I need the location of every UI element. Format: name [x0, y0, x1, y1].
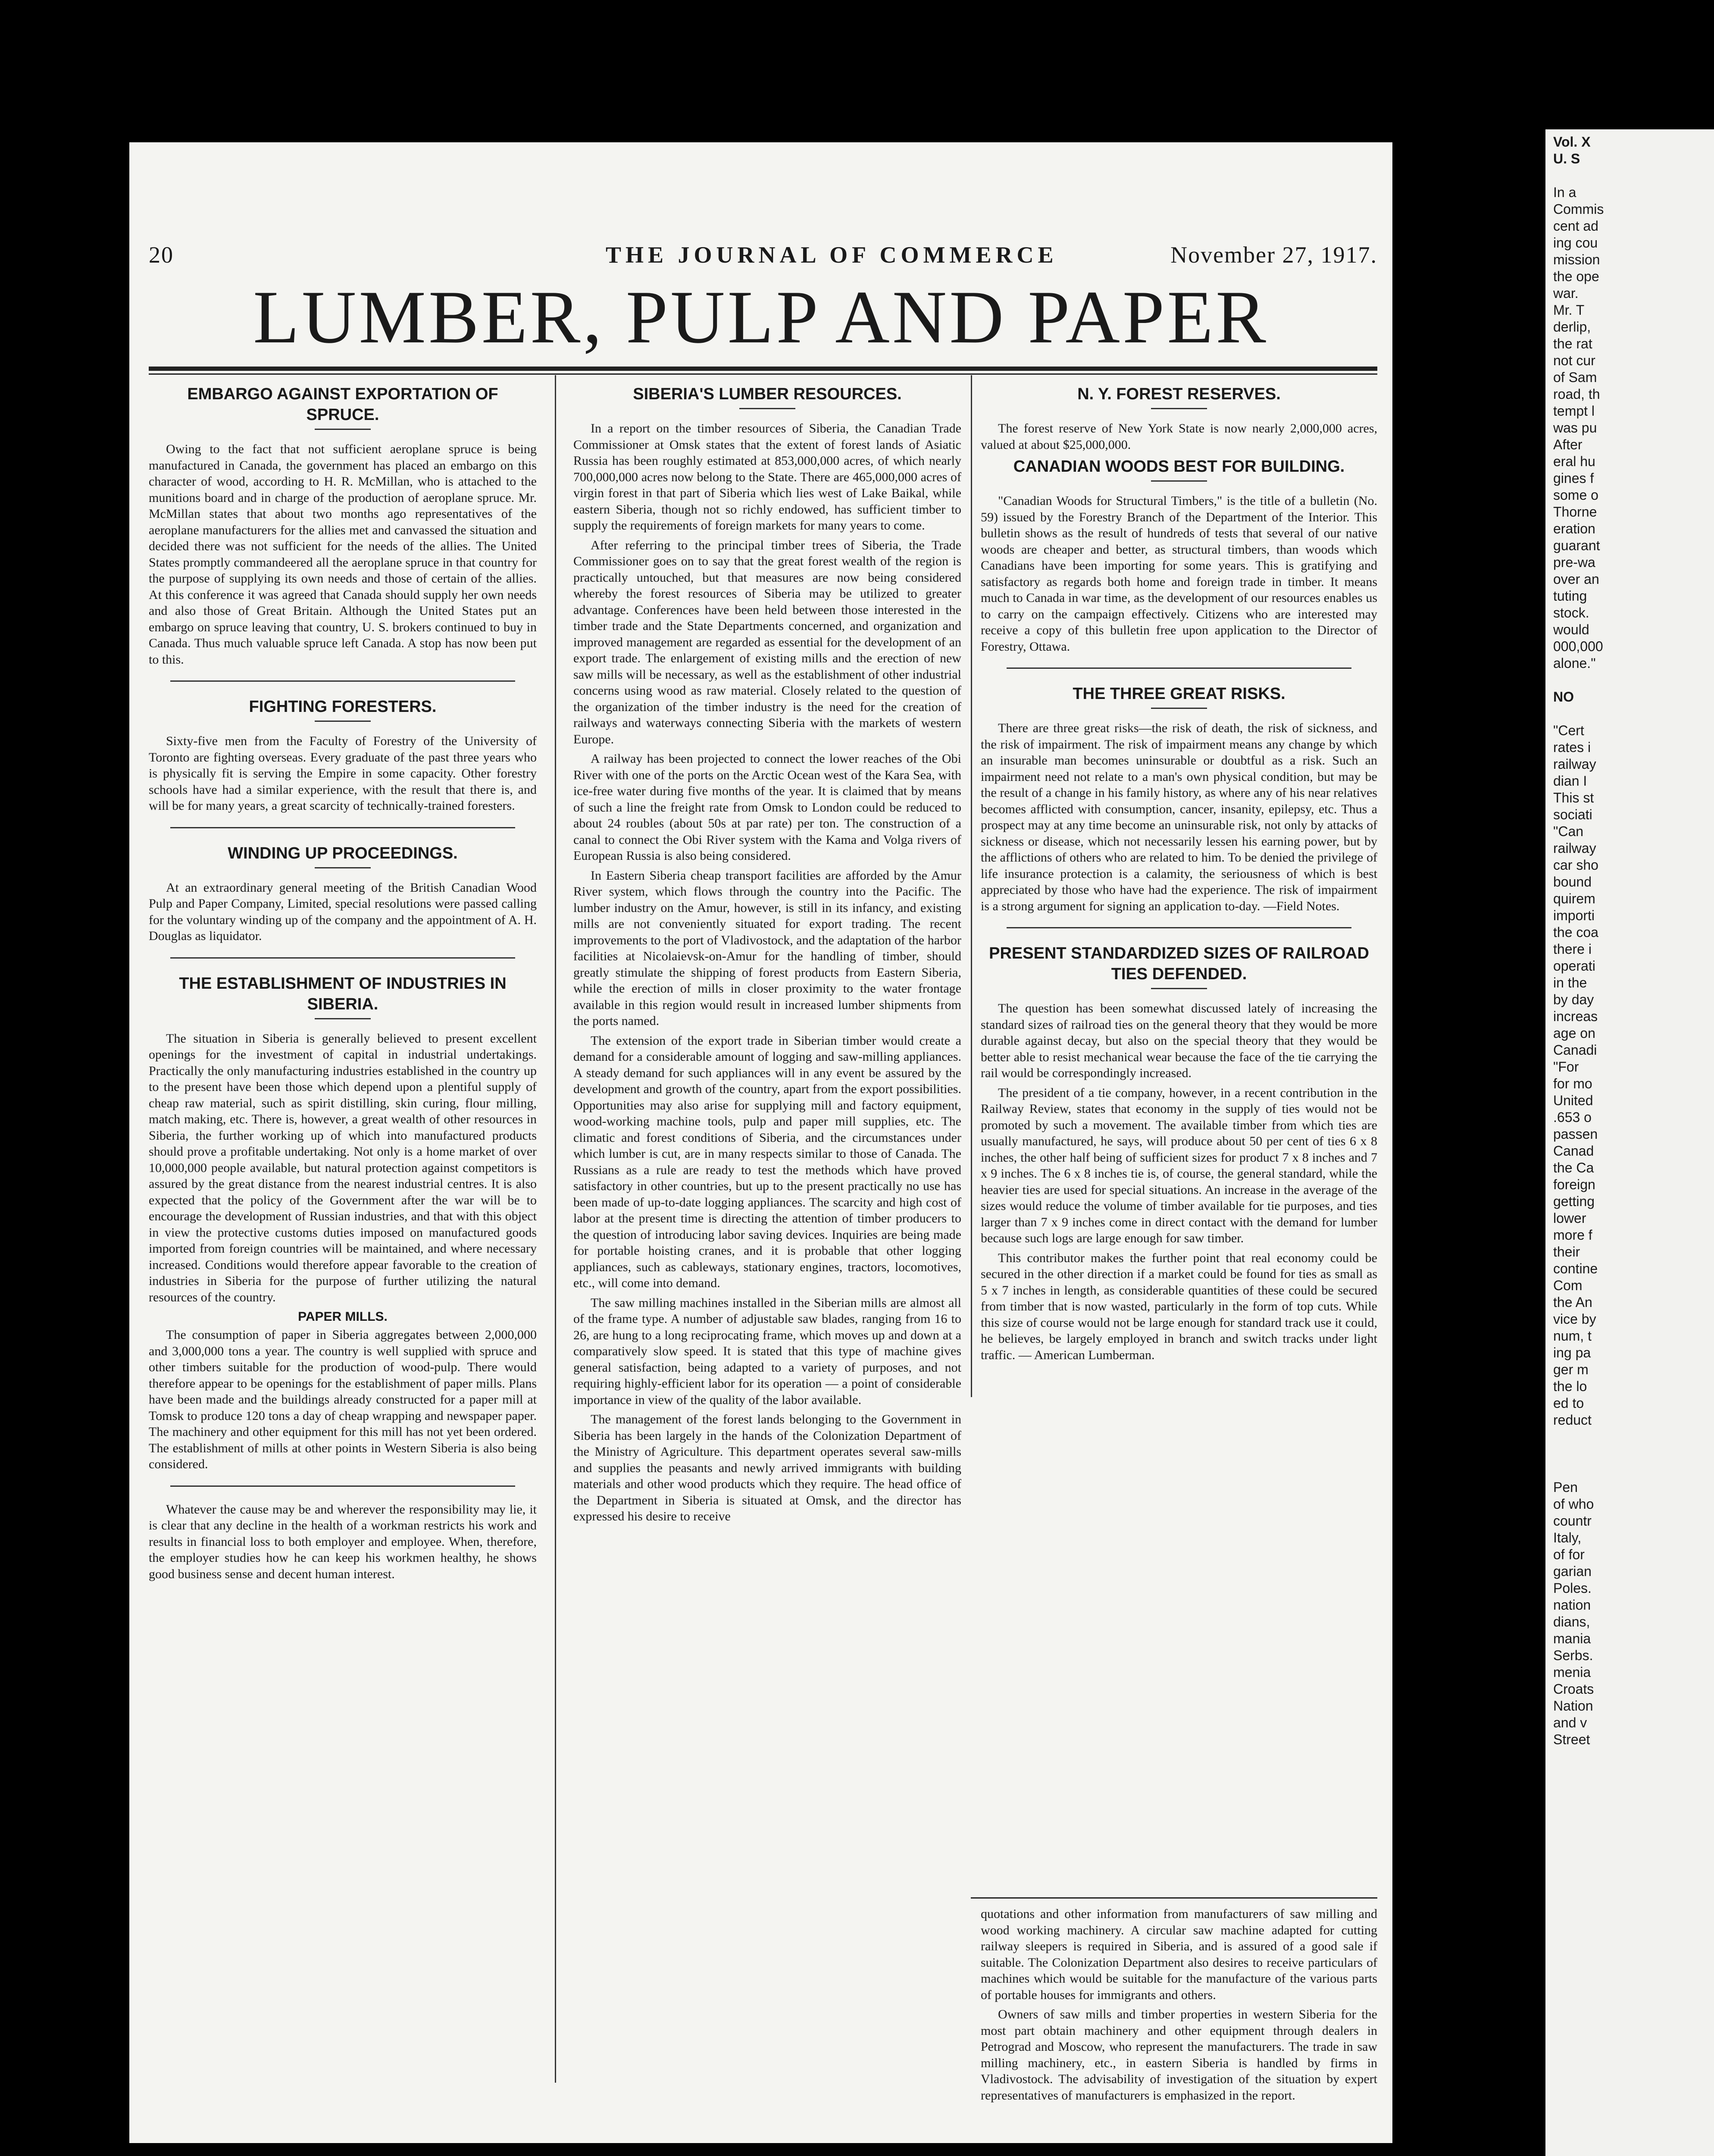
headline-three-risks: THE THREE GREAT RISKS. — [1073, 685, 1286, 703]
subhead-paper-mills: PAPER MILLS. — [298, 1310, 388, 1324]
fragment-line: for mo — [1553, 1076, 1592, 1091]
article-industries-body: The situation in Siberia is generally believed to present excellent openings for the investment of capital in industrial undertakings. Practically the only manufacturing industries established in the country up to the present have been those which depend upon a plentiful supply of cheap raw material, such as spirit distilling, skin curing, flour milling, match making, etc. There is, however, a great wealth of other resources in Siberia, the further working up of which into manufactured products should prove a profitable undertaking. Not only is a home market of over 10,000,000 people available, but natural protection against competitors is assured by the great distance from the nearest industrial centres. It is also expected that the policy of the Government after the war will be to encourage the development of Russian industries, and that with this object in view the protective customs duties imposed on manufactured goods imported from foreign countries will be maintained, and where necessary increased. Conditions would therefore appear favorable to the creation of industries in Siberia for the purpose of further utilizing the natural resources of the country. — [149, 1031, 537, 1304]
fragment-line: stock. — [1553, 605, 1589, 620]
fragment-line: was pu — [1553, 420, 1597, 436]
fragment-line — [1553, 672, 1604, 689]
siberia-lumber-p3: A railway has been projected to connect the lower reaches of the Obi River with one of the ports on the Arctic Ocean west of the Kara Sea, with ice-free water during five months of the year. It is claimed that by means of such a line the freight rate from Omsk to London could be reduced to about 24 roubles (about 50s at par rate) per ton. The construction of a canal to connect the Obi River system with the Kama and Volga rivers of European Russia is also being considered. — [573, 752, 961, 863]
fragment-line: vice by — [1553, 1311, 1596, 1327]
fragment-line: contine — [1553, 1261, 1598, 1276]
fragment-line: Serbs. — [1553, 1648, 1593, 1663]
article-divider — [170, 1485, 515, 1487]
fragment-line: the ope — [1553, 269, 1599, 284]
siberia-lumber-p5: The extension of the export trade in Siberian timber would create a demand for a considerable amount of logging and saw-milling appliances. A steady demand for such appliances will in any event be assured by the development and growth of the country, apart from the export possibilities. Opportunities may also arise for supplying mill and factory equipment, wood-working machine tools, pulp and paper mill supplies, etc. The climatic and forest conditions of Siberia, and the circumstances under which lumber is cut, are in many respects similar to those of Canada. The Russians as a rule are ready to test the methods which have proved satisfactory in other countries, but up to the present practically no use has been made of up-to-date logging appliances. The scarcity and high cost of labor at the present time is directing the attention of timber producers to the question of introducing labor saving devices. Inquiries are being made for portable hoisting cranes, and it is probable that other logging appliances, such as cableways, stationary engines, tractors, locomotives, etc., will come into demand. — [573, 1033, 961, 1290]
fragment-line: foreign — [1553, 1177, 1595, 1192]
fragment-line: more f — [1553, 1227, 1592, 1243]
headline-siberia-lumber: SIBERIA'S LUMBER RESOURCES. — [633, 385, 902, 403]
article-divider — [1007, 927, 1351, 928]
siberia-lumber-p6: The saw milling machines installed in the Siberian mills are almost all of the frame type. A number of adjustable saw blades, ranging from 16 to 26, are hung to a long reciprocating frame, which moves up and down at a comparatively slow speed. It is stated that this type of machine gives general satisfaction, being adapted to a variety of purposes, and not requiring highly-efficient labor for its operation — a point of considerable importance in view of the quality of the labor available. — [573, 1295, 961, 1407]
fragment-line: U. S — [1553, 151, 1580, 166]
column-divider-2 — [971, 375, 972, 1397]
fragment-line: garian — [1553, 1564, 1592, 1579]
fragment-line: United — [1553, 1093, 1593, 1108]
fragment-line: increas — [1553, 1009, 1598, 1024]
fragment-line: cent ad — [1553, 218, 1598, 234]
fragment-line: of for — [1553, 1547, 1585, 1562]
masthead-rule — [149, 367, 1377, 371]
continuation-p1: quotations and other information from manufacturers of saw milling and wood working machinery. A circular saw machine adapted for cutting railway sleepers is required in Siberia, and is assured of a good sale if suitable. The Colonization Department also desires to receive particulars of machines which would be suitable for the manufacture of the various parts of portable houses for immigrants and others. — [981, 1907, 1377, 2002]
fragment-line: and v — [1553, 1715, 1587, 1730]
fragment-line: Nation — [1553, 1698, 1593, 1714]
fragment-line: their — [1553, 1244, 1580, 1260]
fragment-line: Thorne — [1553, 504, 1597, 520]
fragment-line: NO — [1553, 689, 1574, 705]
fragment-line: railway — [1553, 756, 1596, 772]
fragment-line: Com — [1553, 1278, 1583, 1293]
fragment-line: passen — [1553, 1126, 1598, 1142]
fragment-line: by day — [1553, 992, 1594, 1007]
fragment-line: ing cou — [1553, 235, 1598, 251]
fragment-line: ger m — [1553, 1362, 1589, 1377]
fragment-line: In a — [1553, 185, 1576, 200]
fragment-line: war. — [1553, 285, 1579, 301]
headline-fighting-foresters: FIGHTING FORESTERS. — [249, 698, 437, 716]
masthead-rule-thin — [149, 373, 1377, 375]
divider — [315, 721, 371, 722]
railroad-ties-p1: The question has been somewhat discussed lately of increasing the standard sizes of railroad ties on the general theory that they would be more durable against decay, but also on the special theory that they would be better able to resist mechanical wear because the face of the tie carrying the rail would be correspondingly increased. — [981, 1001, 1377, 1080]
page-number: 20 — [149, 242, 174, 268]
fragment-line: 000,000 — [1553, 639, 1603, 654]
fragment-line: over an — [1553, 571, 1599, 587]
fragment-line: Italy, — [1553, 1530, 1582, 1545]
divider — [315, 1018, 371, 1019]
fragment-line: dian I — [1553, 773, 1587, 789]
article-workman-health-body: Whatever the cause may be and wherever the responsibility may lie, it is clear that any decline in the health of a workman restricts his work and results in financial loss to both employer and employee. When, therefore, the employer studies how he can keep his workmen healthy, he shows good business sense and decent human interest. — [149, 1502, 537, 1581]
column-divider-1 — [555, 375, 556, 2083]
railroad-ties-p3: This contributor makes the further point that real economy could be secured in the other direction if a market could be found for ties as small as 5 x 7 inches in length, as considerable quantities of these could be secured from timber that is now wasted, particularly in the form of top cuts. While this size of course would not be large enough for standard track use it could, he believes, be largely employed in branch and switch tracks under light traffic. — American Lumberman. — [981, 1250, 1377, 1362]
article-divider — [170, 680, 515, 682]
fragment-line: Mr. T — [1553, 302, 1585, 318]
fragment-line: getting — [1553, 1194, 1595, 1209]
fragment-line: ing pa — [1553, 1345, 1591, 1360]
fragment-line: mission — [1553, 252, 1600, 267]
fragment-line — [1553, 1445, 1604, 1462]
siberia-lumber-p2: After referring to the principal timber trees of Siberia, the Trade Commissioner goes on to say that the great forest wealth of the region is practically untouched, but that measures are now being considered whereby the forest resources of Siberia may be utilized to greater advantage. Conferences have been held between those interested in the timber trade and the State Departments concerned, and organization and improved management are regarded as essential for the development of an export trade. The enlargement of existing mills and the erection of new saw mills will be necessary, as well as the establishment of other industrial concerns using wood as raw material. Closely related to the question of the organization of the timber industry is the need for the creation of railways and waterways connecting Siberia with the markets of western Europe. — [573, 538, 961, 746]
fragment-line: rates i — [1553, 740, 1591, 755]
fragment-line: the Ca — [1553, 1160, 1594, 1175]
fragment-line: operati — [1553, 958, 1595, 974]
fragment-line: the lo — [1553, 1379, 1587, 1394]
column-1 — [149, 384, 537, 1586]
divider — [739, 408, 795, 409]
divider — [1151, 988, 1207, 989]
fragment-line: the An — [1553, 1294, 1592, 1310]
railroad-ties-p2: The president of a tie company, however, in a recent contribution in the Railway Review, states that economy in the supply of ties would not be promoted by such a movement. The available timber from which ties are usually manufactured, he says, will produce about 50 per cent of ties 6 x 8 inches, the other half being of sufficient sizes for product 7 x 8 inches and 7 x 9 inches. The 6 x 8 inches tie is, of course, the general standard, while the heavier ties are used for special situations. An increase in the average of the sizes would reduce the volume of timber available for tie purposes, and ties larger than 7 x 9 inches come in direct contact with the demand for lumber because such logs are large enough for saw timber. — [981, 1085, 1377, 1245]
fragment-line: Canadi — [1553, 1042, 1597, 1058]
fragment-line: Vol. X — [1553, 134, 1591, 150]
fragment-line: of Sam — [1553, 370, 1597, 385]
fragment-line: guarant — [1553, 538, 1600, 553]
divider — [1151, 708, 1207, 709]
fragment-line: quirem — [1553, 891, 1595, 906]
siberia-lumber-p7: The management of the forest lands belonging to the Government in Siberia has been largely in the hands of the Colonization Department of the Ministry of Agriculture. This department operates several saw-mills and supplies the peasants and newly arrived immigrants with building materials and other wood products which they require. The head office of the Department in Siberia is situated at Omsk, and the director has expressed his desire to receive — [573, 1412, 961, 1523]
fragment-line: alone." — [1553, 655, 1596, 671]
fragment-line: eration — [1553, 521, 1595, 536]
headline-ny-forest: N. Y. FOREST RESERVES. — [1077, 385, 1281, 403]
fragment-line: Street — [1553, 1732, 1590, 1747]
masthead-title: LUMBER, PULP AND PAPER — [253, 275, 1269, 359]
fragment-line: Commis — [1553, 201, 1604, 217]
fragment-line: would — [1553, 622, 1589, 637]
fragment-line: derlip, — [1553, 319, 1591, 335]
fragment-line: not cur — [1553, 353, 1595, 368]
article-winding-up-body: At an extraordinary general meeting of the British Canadian Wood Pulp and Paper Company, Limited, special resolutions were passed calling for the voluntary winding up of the company and the appointment of A. H. Douglas as liquidator. — [149, 880, 537, 943]
divider — [1151, 408, 1207, 409]
running-header — [149, 241, 1377, 267]
article-paper-mills-body: The consumption of paper in Siberia aggregates between 2,000,000 and 3,000,000 tons a year. The country is well supplied with spruce and other timbers suitable for the production of wood-pulp. There would therefore appear to be openings for the establishment of paper mills. Plans have been made and the buildings already constructed for a paper mill at Tomsk to produce 120 tons a day of cheap wrapping and newspaper paper. The machinery and other equipment for this mill has not yet been ordered. The establishment of mills at other points in Western Siberia is also being considered. — [149, 1328, 537, 1471]
headline-canadian-woods: CANADIAN WOODS BEST FOR BUILDING. — [1013, 458, 1345, 476]
fragment-line: bound — [1553, 874, 1592, 890]
headline-winding-up: WINDING UP PROCEEDINGS. — [228, 844, 458, 862]
fragment-line: importi — [1553, 908, 1595, 923]
fragment-line: "For — [1553, 1059, 1579, 1075]
fragment-line: the rat — [1553, 336, 1592, 351]
fragment-line: of who — [1553, 1496, 1594, 1512]
fragment-line: Poles. — [1553, 1580, 1592, 1596]
continuation-p2: Owners of saw mills and timber properties in western Siberia for the most part obtain machinery and other equipment through dealers in Petrograd and Moscow, who represent the manufacturers. The trade in saw milling machinery, etc., in eastern Siberia is handled by firms in Vladivostock. The advisability of investigation of the situation by expert representatives of manufacturers is emphasized in the report. — [981, 2007, 1377, 2103]
fragment-line: the coa — [1553, 924, 1598, 940]
article-embargo-body: Owing to the fact that not sufficient aeroplane spruce is being manufactured in Canada, the government has placed an embargo on this character of wood, according to H. R. McMillan, who is attached to the munitions board and in charge of the production of aeroplane spruce. Mr. McMillan states that about two months ago representatives of the aeroplane manufacturers for the allies met and canvassed the situation and decided there was not sufficient for the needs of the allies. The United States promptly commandeered all the aeroplane spruce in that country for the purpose of supplying its own needs and those of certain of the allies. At this conference it was agreed that Canada should supply her own needs and also those of Great Britain. Although the United States put an embargo on spruce leaving that country, U. S. brokers continued to buy in Canada. Thus much valuable spruce left Canada. A stop has now been put to this. — [149, 442, 537, 667]
fragment-line: Croats — [1553, 1681, 1594, 1697]
fragment-line: tuting — [1553, 588, 1587, 604]
fragment-line: This st — [1553, 790, 1594, 805]
journal-title: THE JOURNAL OF COMMERCE — [606, 242, 1058, 268]
fragment-line: sociati — [1553, 807, 1592, 822]
fragment-line — [1553, 1429, 1604, 1445]
article-divider — [1007, 667, 1351, 669]
newspaper-page — [129, 142, 1392, 2143]
fragment-line: road, th — [1553, 386, 1600, 402]
fragment-line — [1553, 1462, 1604, 1479]
divider — [315, 867, 371, 868]
article-ny-forest-body: The forest reserve of New York State is now nearly 2,000,000 acres, valued at about $25,000,000. — [981, 421, 1377, 452]
fragment-line: After — [1553, 437, 1583, 452]
fragment-line: some o — [1553, 487, 1598, 503]
fragment-line — [1553, 167, 1604, 184]
fragment-line: pre-wa — [1553, 555, 1595, 570]
fragment-line: menia — [1553, 1664, 1591, 1680]
headline-embargo: EMBARGO AGAINST EXPORTATION OF SPRUCE. — [187, 385, 498, 424]
column-3 — [981, 384, 1377, 1366]
divider — [1151, 480, 1207, 482]
siberia-lumber-continuation — [981, 1906, 1377, 2107]
fragment-line: Pen — [1553, 1479, 1578, 1495]
fragment-line: num, t — [1553, 1328, 1592, 1344]
fragment-text — [1553, 134, 1604, 1748]
headline-railroad-ties: PRESENT STANDARDIZED SIZES OF RAILROAD TIES DEFENDED. — [989, 944, 1369, 983]
fragment-line: Canad — [1553, 1143, 1594, 1159]
fragment-line: mania — [1553, 1631, 1591, 1646]
fragment-line: nation — [1553, 1597, 1591, 1613]
article-foresters-body: Sixty-five men from the Faculty of Forestry of the University of Toronto are fighting overseas. Every graduate of the past three years who is physically fit is serving the Empire in some capacity. Other forestry schools have had a similar experience, with the result that there is, and will be for many years, a great scarcity of technically-trained foresters. — [149, 734, 537, 813]
article-divider — [170, 957, 515, 959]
fragment-line: gines f — [1553, 470, 1594, 486]
fragment-line: dians, — [1553, 1614, 1590, 1630]
fragment-line: lower — [1553, 1210, 1586, 1226]
fragment-line: reduct — [1553, 1412, 1592, 1428]
headline-industries-siberia: THE ESTABLISHMENT OF INDUSTRIES IN SIBERIA. — [179, 974, 507, 1013]
article-canadian-woods-body: "Canadian Woods for Structural Timbers," is the title of a bulletin (No. 59) issued by the Forestry Branch of the Department of the Interior. This bulletin shows as the result of hundreds of tests that several of our native woods are cheaper and better, as structural timbers, than woods which Canadians have been importing for some years. This is gratifying and satisfactory as regards both home and foreign trade in timber. It means much to Canada in war time, as the development of our resources enables us to carry on the campaign effectively. Citizens who are interested may receive a copy of this bulletin free upon application to the Director of Forestry, Ottawa. — [981, 494, 1377, 654]
fragment-line: "Can — [1553, 824, 1584, 839]
fragment-line: in the — [1553, 975, 1587, 990]
column-2 — [573, 384, 961, 1528]
fragment-line: tempt l — [1553, 403, 1595, 419]
article-divider — [170, 827, 515, 828]
fragment-line — [1553, 705, 1604, 722]
continuation-rule — [971, 1897, 1377, 1899]
fragment-line: ed to — [1553, 1395, 1584, 1411]
adjacent-page-fragment — [1545, 129, 1714, 2156]
issue-date: November 27, 1917. — [1170, 242, 1377, 268]
fragment-line: car sho — [1553, 857, 1598, 873]
fragment-line: "Cert — [1553, 723, 1584, 738]
siberia-lumber-p4: In Eastern Siberia cheap transport facilities are afforded by the Amur River system, which flows through the country into the Pacific. The lumber industry on the Amur, however, is still in its infancy, and existing mills are not conveniently situated for export trading. The recent improvements to the port of Vladivostock, and the adaptation of the harbor facilities at Nicolaievsk-on-Amur for the handling of timber, should greatly stimulate the shipping of forest products from Eastern Siberia, while the erection of mills in closer proximity to the water frontage available in this region would result in increased lumber shipments from the ports named. — [573, 868, 961, 1028]
fragment-line: eral hu — [1553, 454, 1595, 469]
siberia-lumber-p1: In a report on the timber resources of Siberia, the Canadian Trade Commissioner at Omsk states that the extent of forest lands of Asiatic Russia has been roughly estimated at 853,000,000 acres, of which nearly 700,000,000 acres now belong to the State. There are 465,000,000 acres of virgin forest in that part of Siberia which lies west of Lake Baikal, while eastern Siberia, though not so richly endowed, has sufficient timber to supply the requirements of foreign markets for many years to come. — [573, 421, 961, 533]
fragment-line: .653 o — [1553, 1109, 1592, 1125]
divider — [315, 429, 371, 430]
fragment-line: railway — [1553, 840, 1596, 856]
article-three-risks-body: There are three great risks—the risk of death, the risk of sickness, and the risk of impairment. The risk of impairment means any change by which an insurable man becomes uninsurable or doubtful as a risk. Such an impairment need not relate to a man's own physical condition, but may be the result of a change in his family history, as where any of his near relatives becomes afflicted with consumption, cancer, insanity, epilepsy, etc. Thus a prospect may at any time become an uninsurable risk, not only by attacks of sickness or disease, which not necessarily lessen his earning power, but by the afflictions of others who are related to him. To be denied the privilege of life insurance protection is a calamity, the seriousness of which is best appreciated by those who have had the experience. The risk of impairment is a strong argument for signing an application to-day. —Field Notes. — [981, 721, 1377, 913]
fragment-line: there i — [1553, 941, 1592, 957]
fragment-line: countr — [1553, 1513, 1592, 1529]
fragment-line: age on — [1553, 1025, 1595, 1041]
